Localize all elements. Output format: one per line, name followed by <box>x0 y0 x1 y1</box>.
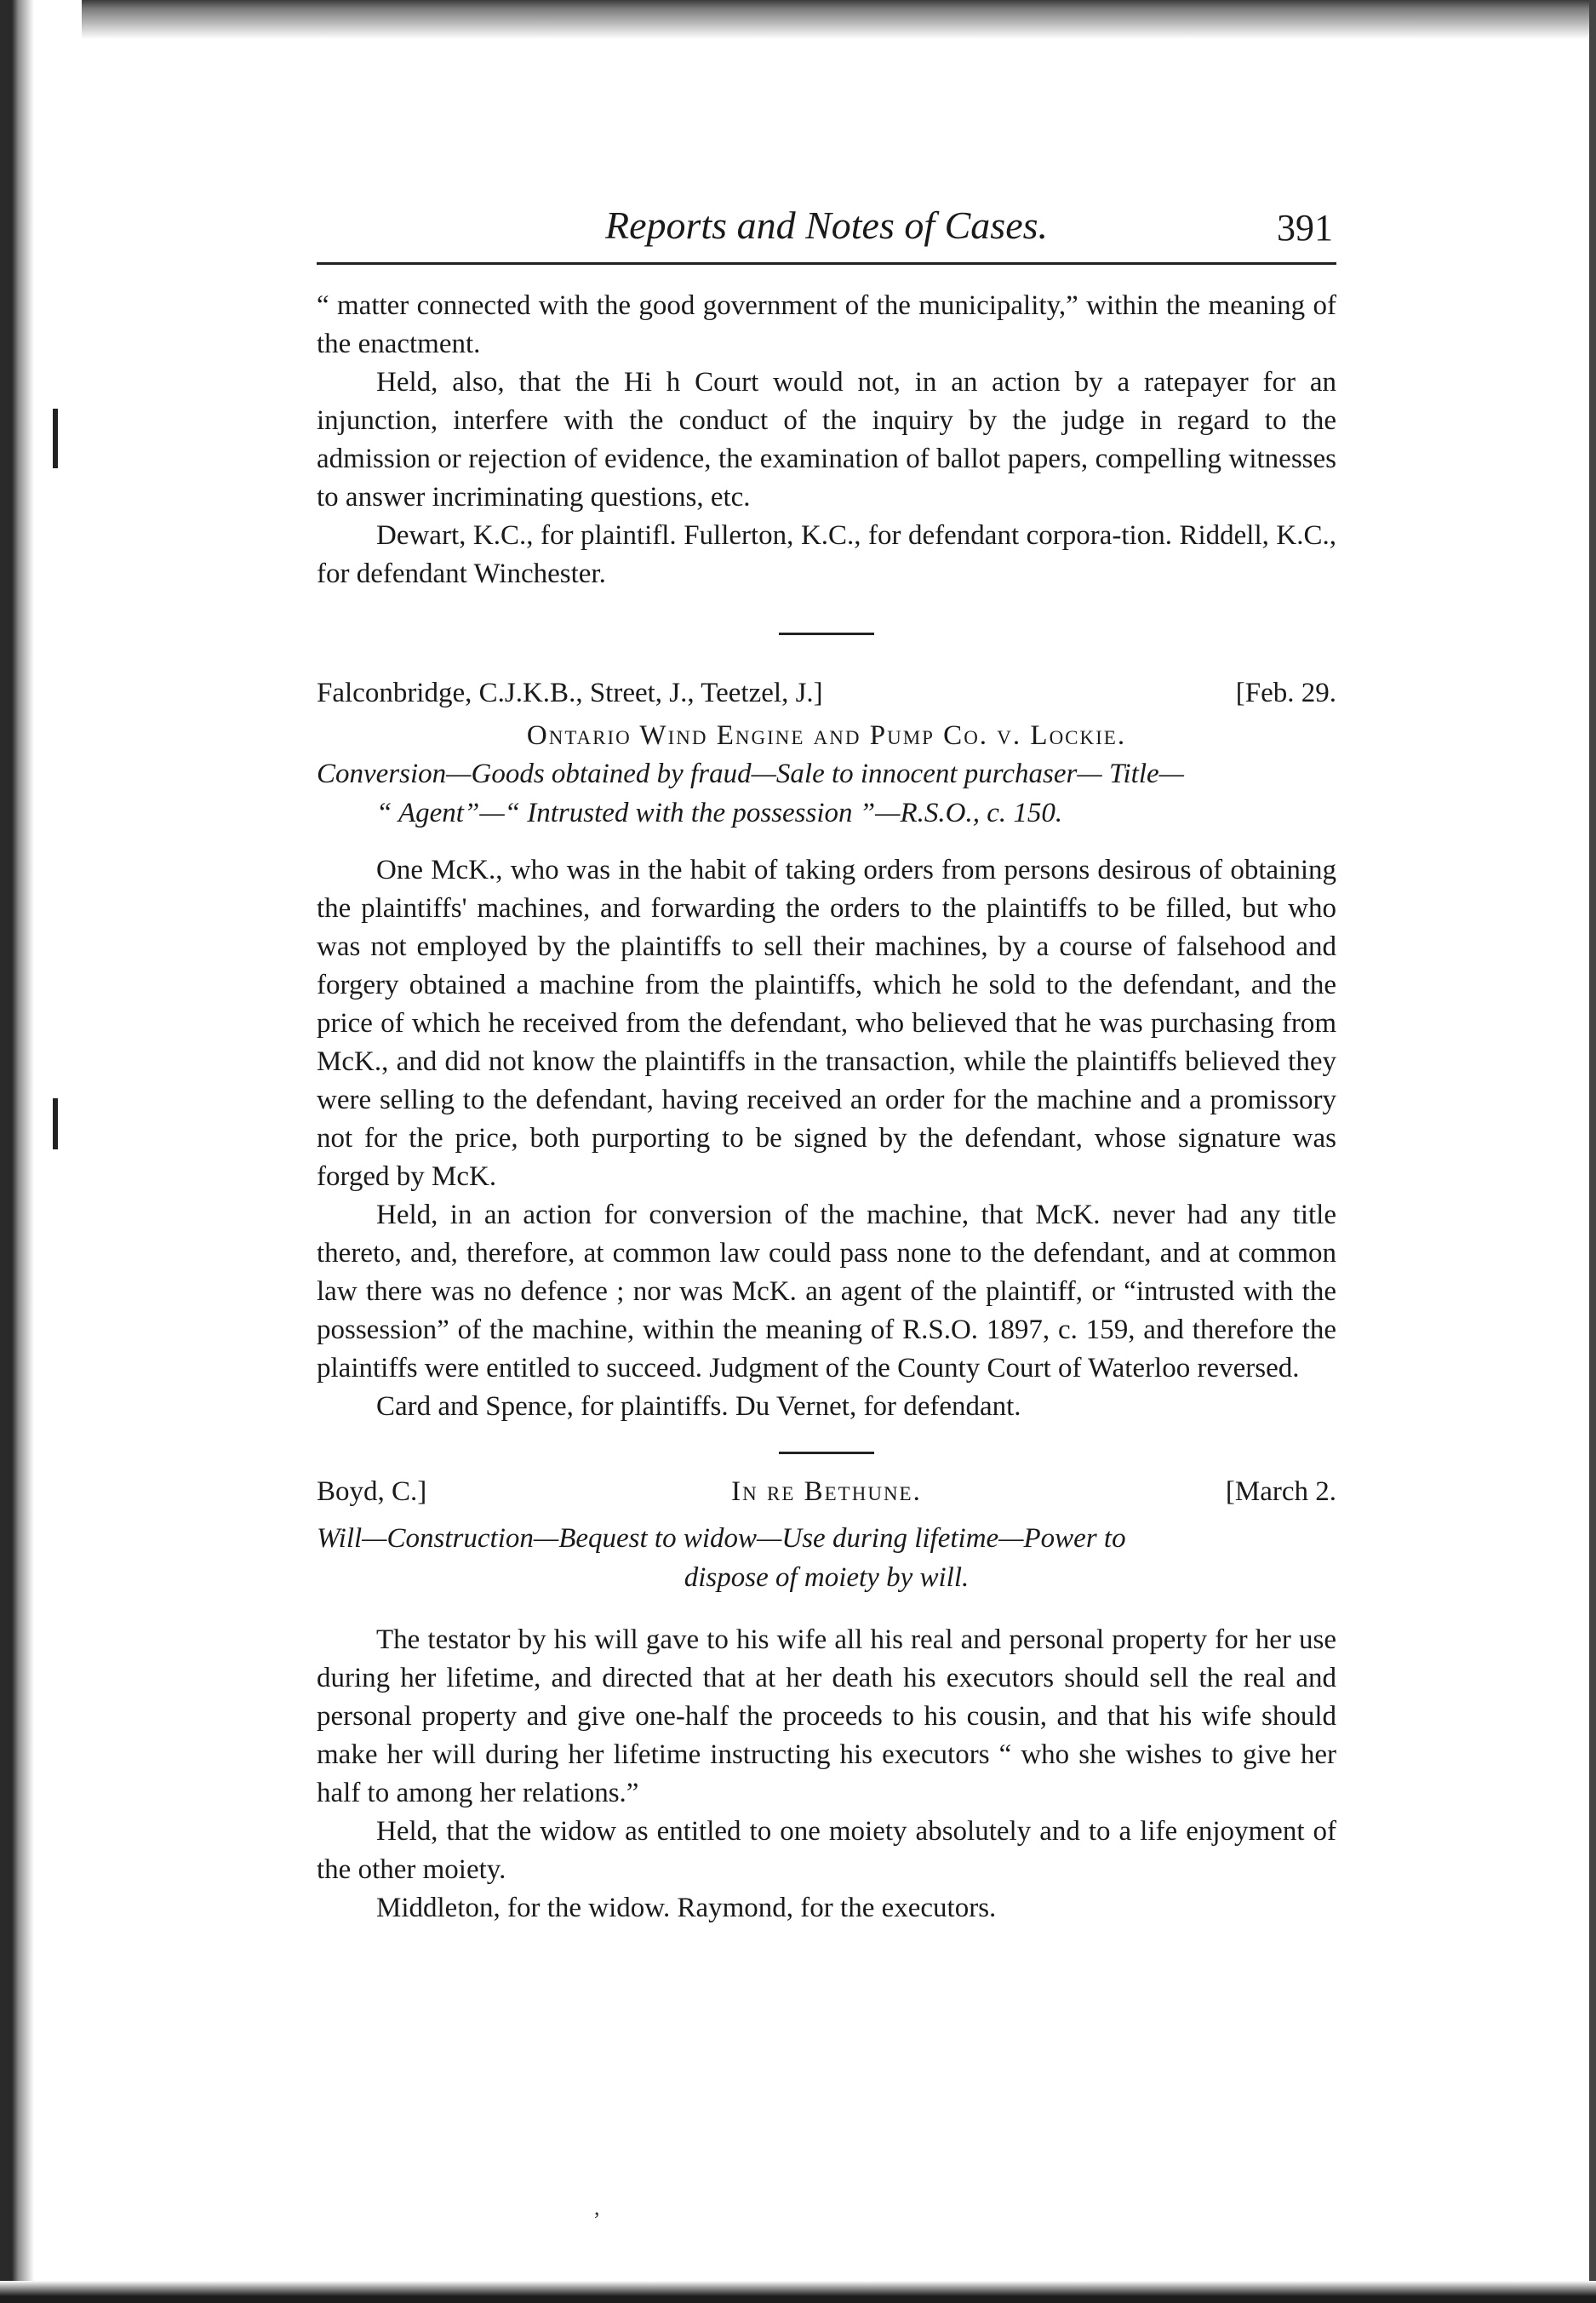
book-page <box>317 194 1336 1928</box>
case2-name: Ontario Wind Engine and Pump Co. v. Lockie. <box>526 720 1127 751</box>
case1-paragraph: “ matter connected with the good government of the municipality,” within the meaning of the enactment. <box>317 290 1336 359</box>
case2-date: [Feb. 29. <box>1235 678 1336 708</box>
case3-court: Boyd, C.] <box>317 1476 427 1507</box>
case1-counsel: Dewart, K.C., for plaintifl. Fullerton, K.C., for defendant corpora-tion. Riddell, K.C., for defendant Winchester. <box>317 520 1336 589</box>
case3-name: In re Bethune. <box>731 1476 922 1507</box>
scan-border-right <box>1589 0 1596 2303</box>
case3-held-paragraph: Held, that the widow as entitled to one moiety absolutely and to a life enjoyment of the other moiety. <box>317 1816 1336 1885</box>
case3-headnote-line1: Will—Construction—Bequest to widow—Use during lifetime—Power to <box>317 1523 1126 1554</box>
case2-court: Falconbridge, C.J.K.B., Street, J., Teetzel, J.] <box>317 678 823 708</box>
case3-facts-paragraph: The testator by his will gave to his wife all his real and personal property for her use during her lifetime, and directed that at her death his executors should sell the real and personal property and give one-half the proceeds to his cousin, and that his wife should make her will during her lifetime instructing his executors “ who she wishes to give her half to among her relations.” <box>317 1624 1336 1808</box>
running-title: Reports and Notes of Cases. <box>604 203 1049 247</box>
footer-mark: , <box>594 2195 600 2220</box>
scan-mark <box>53 1098 58 1149</box>
scan-mark <box>53 409 58 468</box>
case2-court-line <box>317 678 1336 717</box>
case2-held-paragraph: Held, in an action for conversion of the machine, that McK. never had any title thereto, and, therefore, at common law could pass none to the defendant, and at common law there was no defence ; nor was McK. an agent of the plaintiff, or “intrusted with the possession” of the machine, within the meaning of R.S.O. 1897, c. 159, and therefore the plaintiffs were entitled to succeed. Judgment of the County Court of Waterloo reversed. <box>317 1200 1336 1384</box>
running-head <box>317 194 1336 265</box>
scan-border-left <box>0 0 82 2303</box>
case2-facts-paragraph: One McK., who was in the habit of taking orders from persons desirous of obtaining the plaintiffs' machines, and forwarding the orders to the plaintiffs to be filled, but who was not employed by the plaintiffs to sell their machines, by a course of falsehood and forgery obtained a machine from the plaintiffs, which he sold to the defendant, and the price of which he received from the defendant, who believed that he was purchasing from McK., and did not know the plaintiffs in the transaction, while the plaintiffs believed they were selling to the defendant, having received an order for the machine and a promissory not for the price, both purporting to be signed by the defendant, whose signature was forged by McK. <box>317 855 1336 1192</box>
case3-date: [March 2. <box>1225 1476 1336 1507</box>
section-divider <box>779 633 874 635</box>
case2-headnote-line2: “ Agent”—“ Intrusted with the possession ”—R.S.O., c. 150. <box>376 798 1063 828</box>
scan-border-bottom <box>0 2281 1596 2303</box>
case3-counsel: Middleton, for the widow. Raymond, for the executors. <box>376 1893 997 1923</box>
case3-court-line <box>317 1476 1336 1515</box>
case3-headnote-line2: dispose of moiety by will. <box>684 1562 970 1593</box>
scan-border-top <box>0 0 1596 44</box>
page-number: 391 <box>1277 207 1333 249</box>
case2-counsel: Card and Spence, for plaintiffs. Du Vernet, for defendant. <box>376 1391 1021 1422</box>
section-divider <box>779 1452 874 1454</box>
case2-headnote-line1: Conversion—Goods obtained by fraud—Sale to innocent purchaser— Title— <box>317 759 1184 789</box>
case1-held-paragraph: Held, also, that the Hi h Court would not, in an action by a ratepayer for an injunction, interfere with the conduct of the inquiry by the judge in regard to the admission or rejection of evidence, the examination of ballot papers, compelling witnesses to answer incriminating questions, etc. <box>317 367 1336 513</box>
